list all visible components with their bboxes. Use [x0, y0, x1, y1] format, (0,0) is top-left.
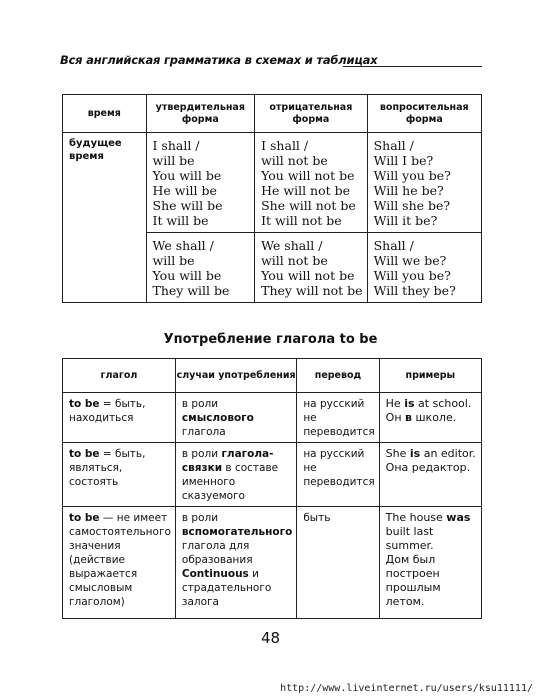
example-text: at school.	[414, 397, 472, 410]
verb-text: = быть, находиться	[69, 398, 146, 424]
usage-text: глагола для образования	[181, 540, 253, 566]
form-line: will not be	[261, 153, 328, 168]
example-ru: Дом был построен прошлым летом.	[385, 553, 441, 608]
future-tense-table	[62, 94, 482, 303]
form-line: Will it be?	[373, 213, 438, 228]
usage-text: и страдательного залога	[181, 568, 272, 608]
verb-bold: to be	[69, 448, 100, 460]
usage-bold: Continuous	[181, 568, 249, 580]
usage-cell	[175, 393, 296, 443]
form-line: Will I be?	[373, 153, 434, 168]
table1-row-label: будущее время	[63, 133, 147, 303]
singular-affirmative-cell	[146, 133, 255, 233]
table1-header-tense: время	[63, 95, 147, 133]
verb-bold: to be	[69, 512, 100, 524]
translation-cell: на русский не переводится	[297, 443, 379, 507]
example-bold: was	[446, 511, 471, 524]
form-line: He will be	[152, 183, 217, 198]
form-line: You will be	[152, 168, 222, 183]
form-line: She will be	[152, 198, 223, 213]
table-row	[63, 443, 482, 507]
table1-header-row	[63, 95, 482, 133]
verb-cell	[63, 393, 176, 443]
usage-text: в роли	[181, 398, 219, 410]
translation-cell: на русский не переводится	[297, 393, 379, 443]
form-line: Will he be?	[373, 183, 444, 198]
table2-header-examples: примеры	[379, 359, 481, 393]
example-cell	[379, 443, 481, 507]
section-title: Употребление глагола to be	[163, 332, 378, 347]
form-line: It will not be	[261, 213, 342, 228]
plural-affirmative-cell	[146, 233, 255, 303]
form-line: Will we be?	[373, 253, 447, 268]
form-line: We shall /	[152, 238, 214, 253]
usage-bold: смыслового	[181, 412, 254, 424]
table2-header-usage: случаи употребления	[175, 359, 296, 393]
table2-header-verb: глагол	[63, 359, 176, 393]
usage-text: в роли	[181, 512, 219, 524]
table-row	[63, 507, 482, 619]
example-ru: Он	[385, 411, 406, 424]
form-line: You will not be	[261, 168, 355, 183]
example-text: built last summer.	[385, 525, 434, 552]
form-line: Will you be?	[373, 268, 451, 283]
form-line: will not be	[261, 253, 328, 268]
example-text: He	[385, 397, 405, 410]
example-text: The house	[385, 511, 447, 524]
to-be-usage-table	[62, 358, 482, 619]
form-line: He will not be	[261, 183, 351, 198]
usage-text: в роли	[181, 448, 222, 460]
example-ru: Она редактор.	[385, 461, 471, 474]
plural-question-cell	[367, 233, 481, 303]
singular-negative-cell	[255, 133, 367, 233]
usage-bold: глагола-связки	[181, 448, 274, 474]
form-line: I shall /	[261, 138, 309, 153]
header-rule	[343, 66, 482, 67]
form-line: Shall /	[373, 238, 414, 253]
form-line: Will they be?	[373, 283, 456, 298]
page-number: 48	[260, 629, 281, 647]
example-cell	[379, 393, 481, 443]
running-header	[60, 53, 482, 69]
form-line: She will not be	[261, 198, 356, 213]
header-title: Вся английская грамматика в схемах и таблицах	[60, 53, 378, 67]
table1-header-affirmative: утвердительная форма	[146, 95, 255, 133]
footer-url: http://www.liveinternet.ru/users/ksu11111/	[280, 683, 533, 694]
usage-bold: вспомогательного	[181, 526, 293, 538]
example-cell	[379, 507, 481, 619]
example-bold: is	[404, 397, 415, 410]
table-row	[63, 393, 482, 443]
table1-header-question: вопросительная форма	[367, 95, 481, 133]
table2-header-translation: перевод	[297, 359, 379, 393]
example-bold: is	[409, 447, 421, 460]
form-line: I shall /	[152, 138, 200, 153]
example-ru: школе.	[411, 411, 457, 424]
form-line: We shall /	[261, 238, 323, 253]
verb-text: — не имеет самостоятельного значения (действие выражается смысловым глаголом)	[69, 512, 171, 608]
form-line: Shall /	[373, 138, 414, 153]
form-line: They will not be	[261, 283, 363, 298]
form-line: will be	[152, 253, 195, 268]
verb-bold: to be	[69, 398, 100, 410]
form-line: Will you be?	[373, 168, 451, 183]
form-line: Will she be?	[373, 198, 451, 213]
usage-text: в составе именного сказуемого	[181, 462, 279, 502]
translation-cell: быть	[297, 507, 379, 619]
form-line: You will not be	[261, 268, 355, 283]
example-ru-bold: в	[405, 411, 412, 424]
form-line: will be	[152, 153, 195, 168]
singular-question-cell	[367, 133, 481, 233]
verb-cell	[63, 507, 176, 619]
example-text: an editor.	[420, 447, 476, 460]
form-line: They will be	[152, 283, 230, 298]
usage-cell	[175, 443, 296, 507]
usage-text: глагола	[181, 426, 226, 438]
form-line: You will be	[152, 268, 222, 283]
form-line: It will be	[152, 213, 209, 228]
example-text: She	[385, 447, 410, 460]
table1-header-negative: отрицательная форма	[255, 95, 367, 133]
verb-cell	[63, 443, 176, 507]
usage-cell	[175, 507, 296, 619]
plural-negative-cell	[255, 233, 367, 303]
table1-singular-row	[63, 133, 482, 233]
table2-header-row	[63, 359, 482, 393]
verb-text: = быть, являться, состоять	[69, 448, 146, 488]
